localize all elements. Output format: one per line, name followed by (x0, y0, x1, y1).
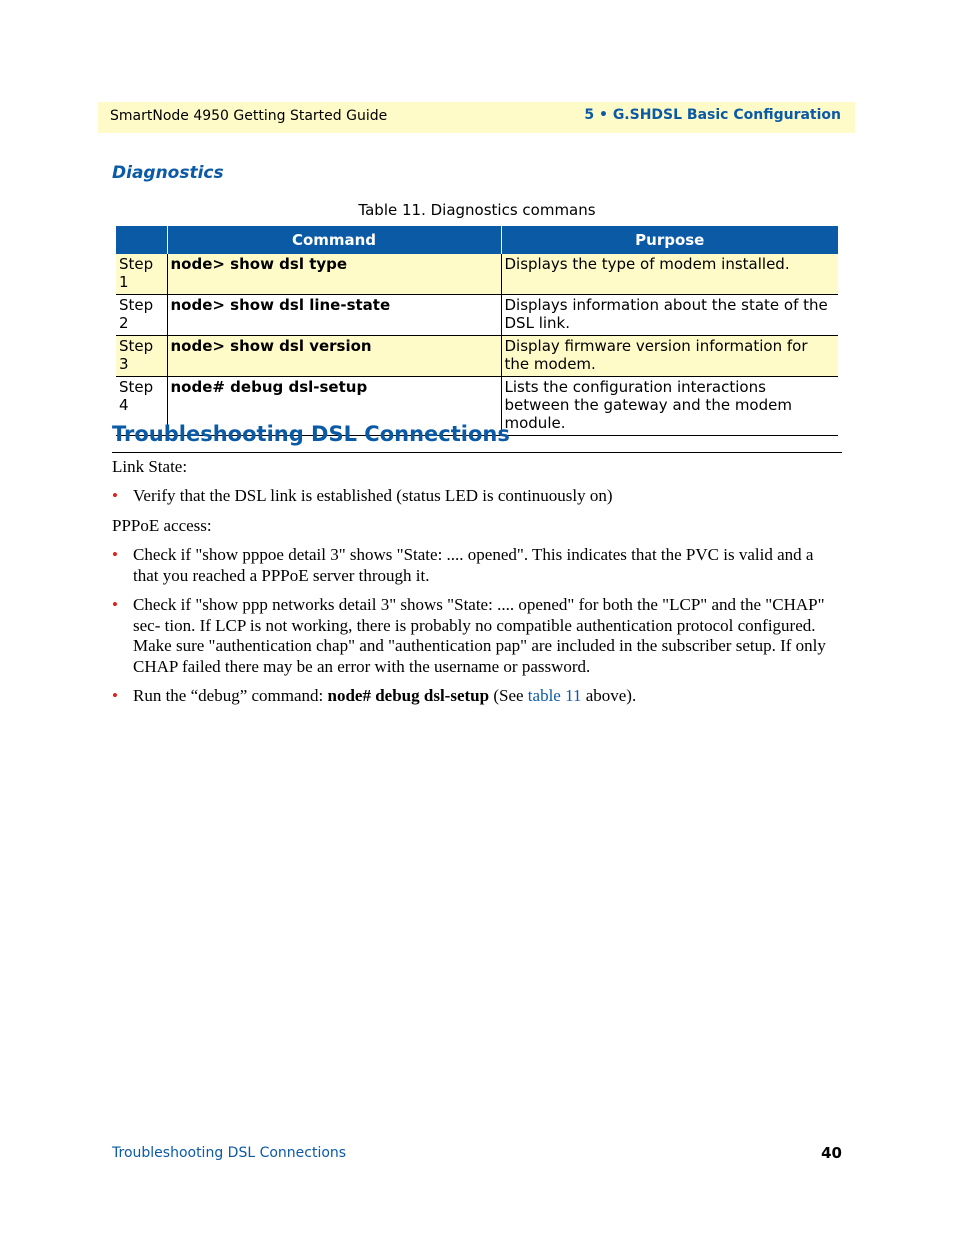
debug-command: node# debug dsl-setup (327, 686, 490, 705)
bullet-icon: • (112, 595, 118, 614)
list-item-text (133, 686, 842, 707)
page-number: 40 (821, 1144, 842, 1162)
bullet-icon: • (112, 545, 118, 564)
table-header-row (116, 226, 838, 254)
debug-prefix: Run the “debug” command: (133, 686, 328, 705)
running-header (98, 102, 855, 133)
command-cell: node> show dsl type (167, 254, 501, 295)
section-title: Troubleshooting DSL Connections (112, 422, 510, 446)
purpose-cell: Displays information about the state of the DSL link. (501, 295, 838, 336)
section-divider (112, 452, 842, 453)
purpose-cell: Lists the configuration interactions between the gateway and the modem module. (501, 377, 838, 436)
purpose-cell: Displays the type of modem installed. (501, 254, 838, 295)
table-caption: Table 11. Diagnostics commans (358, 201, 596, 219)
table-row (116, 254, 838, 295)
table-row (116, 295, 838, 336)
bullet-icon: • (112, 486, 118, 505)
list-item-text: Check if "show pppoe detail 3" shows "State: .... opened". This indicates that the PVC is valid and a that you reached a PPPoE server through it. (133, 545, 814, 585)
see-close: above). (581, 686, 637, 705)
table-11-link[interactable]: table 11 (527, 686, 582, 705)
footer-section-title: Troubleshooting DSL Connections (112, 1145, 347, 1161)
diagnostics-table (116, 226, 838, 436)
step-cell: Step 3 (116, 336, 167, 377)
column-header-purpose: Purpose (501, 226, 838, 254)
list-item-text: Verify that the DSL link is established (status LED is continuously on) (133, 486, 613, 505)
column-header-step (116, 226, 167, 254)
list-item-text: Check if "show ppp networks detail 3" shows "State: .... opened" for both the "LCP" and the "CHAP" sec- tion. If LCP is not working, there is probably no compatible authentication protocol configured. Make sure "authentication chap" and "authentication pap" are included in the subscriber setup. If only CHAP failed there may be an error with the username or password. (133, 595, 826, 676)
see-open: (See (489, 686, 528, 705)
table-row (116, 336, 838, 377)
link-state-label: Link State: (112, 457, 188, 476)
step-cell: Step 2 (116, 295, 167, 336)
command-cell: node# debug dsl-setup (167, 377, 501, 436)
command-cell: node> show dsl version (167, 336, 501, 377)
column-header-command: Command (167, 226, 501, 254)
step-cell: Step 1 (116, 254, 167, 295)
step-cell: Step 4 (116, 377, 167, 436)
command-cell: node> show dsl line-state (167, 295, 501, 336)
bullet-icon: • (112, 686, 118, 705)
header-guide-title: SmartNode 4950 Getting Started Guide (110, 108, 388, 124)
header-chapter-title: 5 • G.SHDSL Basic Configuration (584, 107, 841, 123)
pppoe-label: PPPoE access: (112, 516, 212, 535)
diagnostics-heading: Diagnostics (112, 163, 224, 183)
purpose-cell: Display firmware version information for the modem. (501, 336, 838, 377)
